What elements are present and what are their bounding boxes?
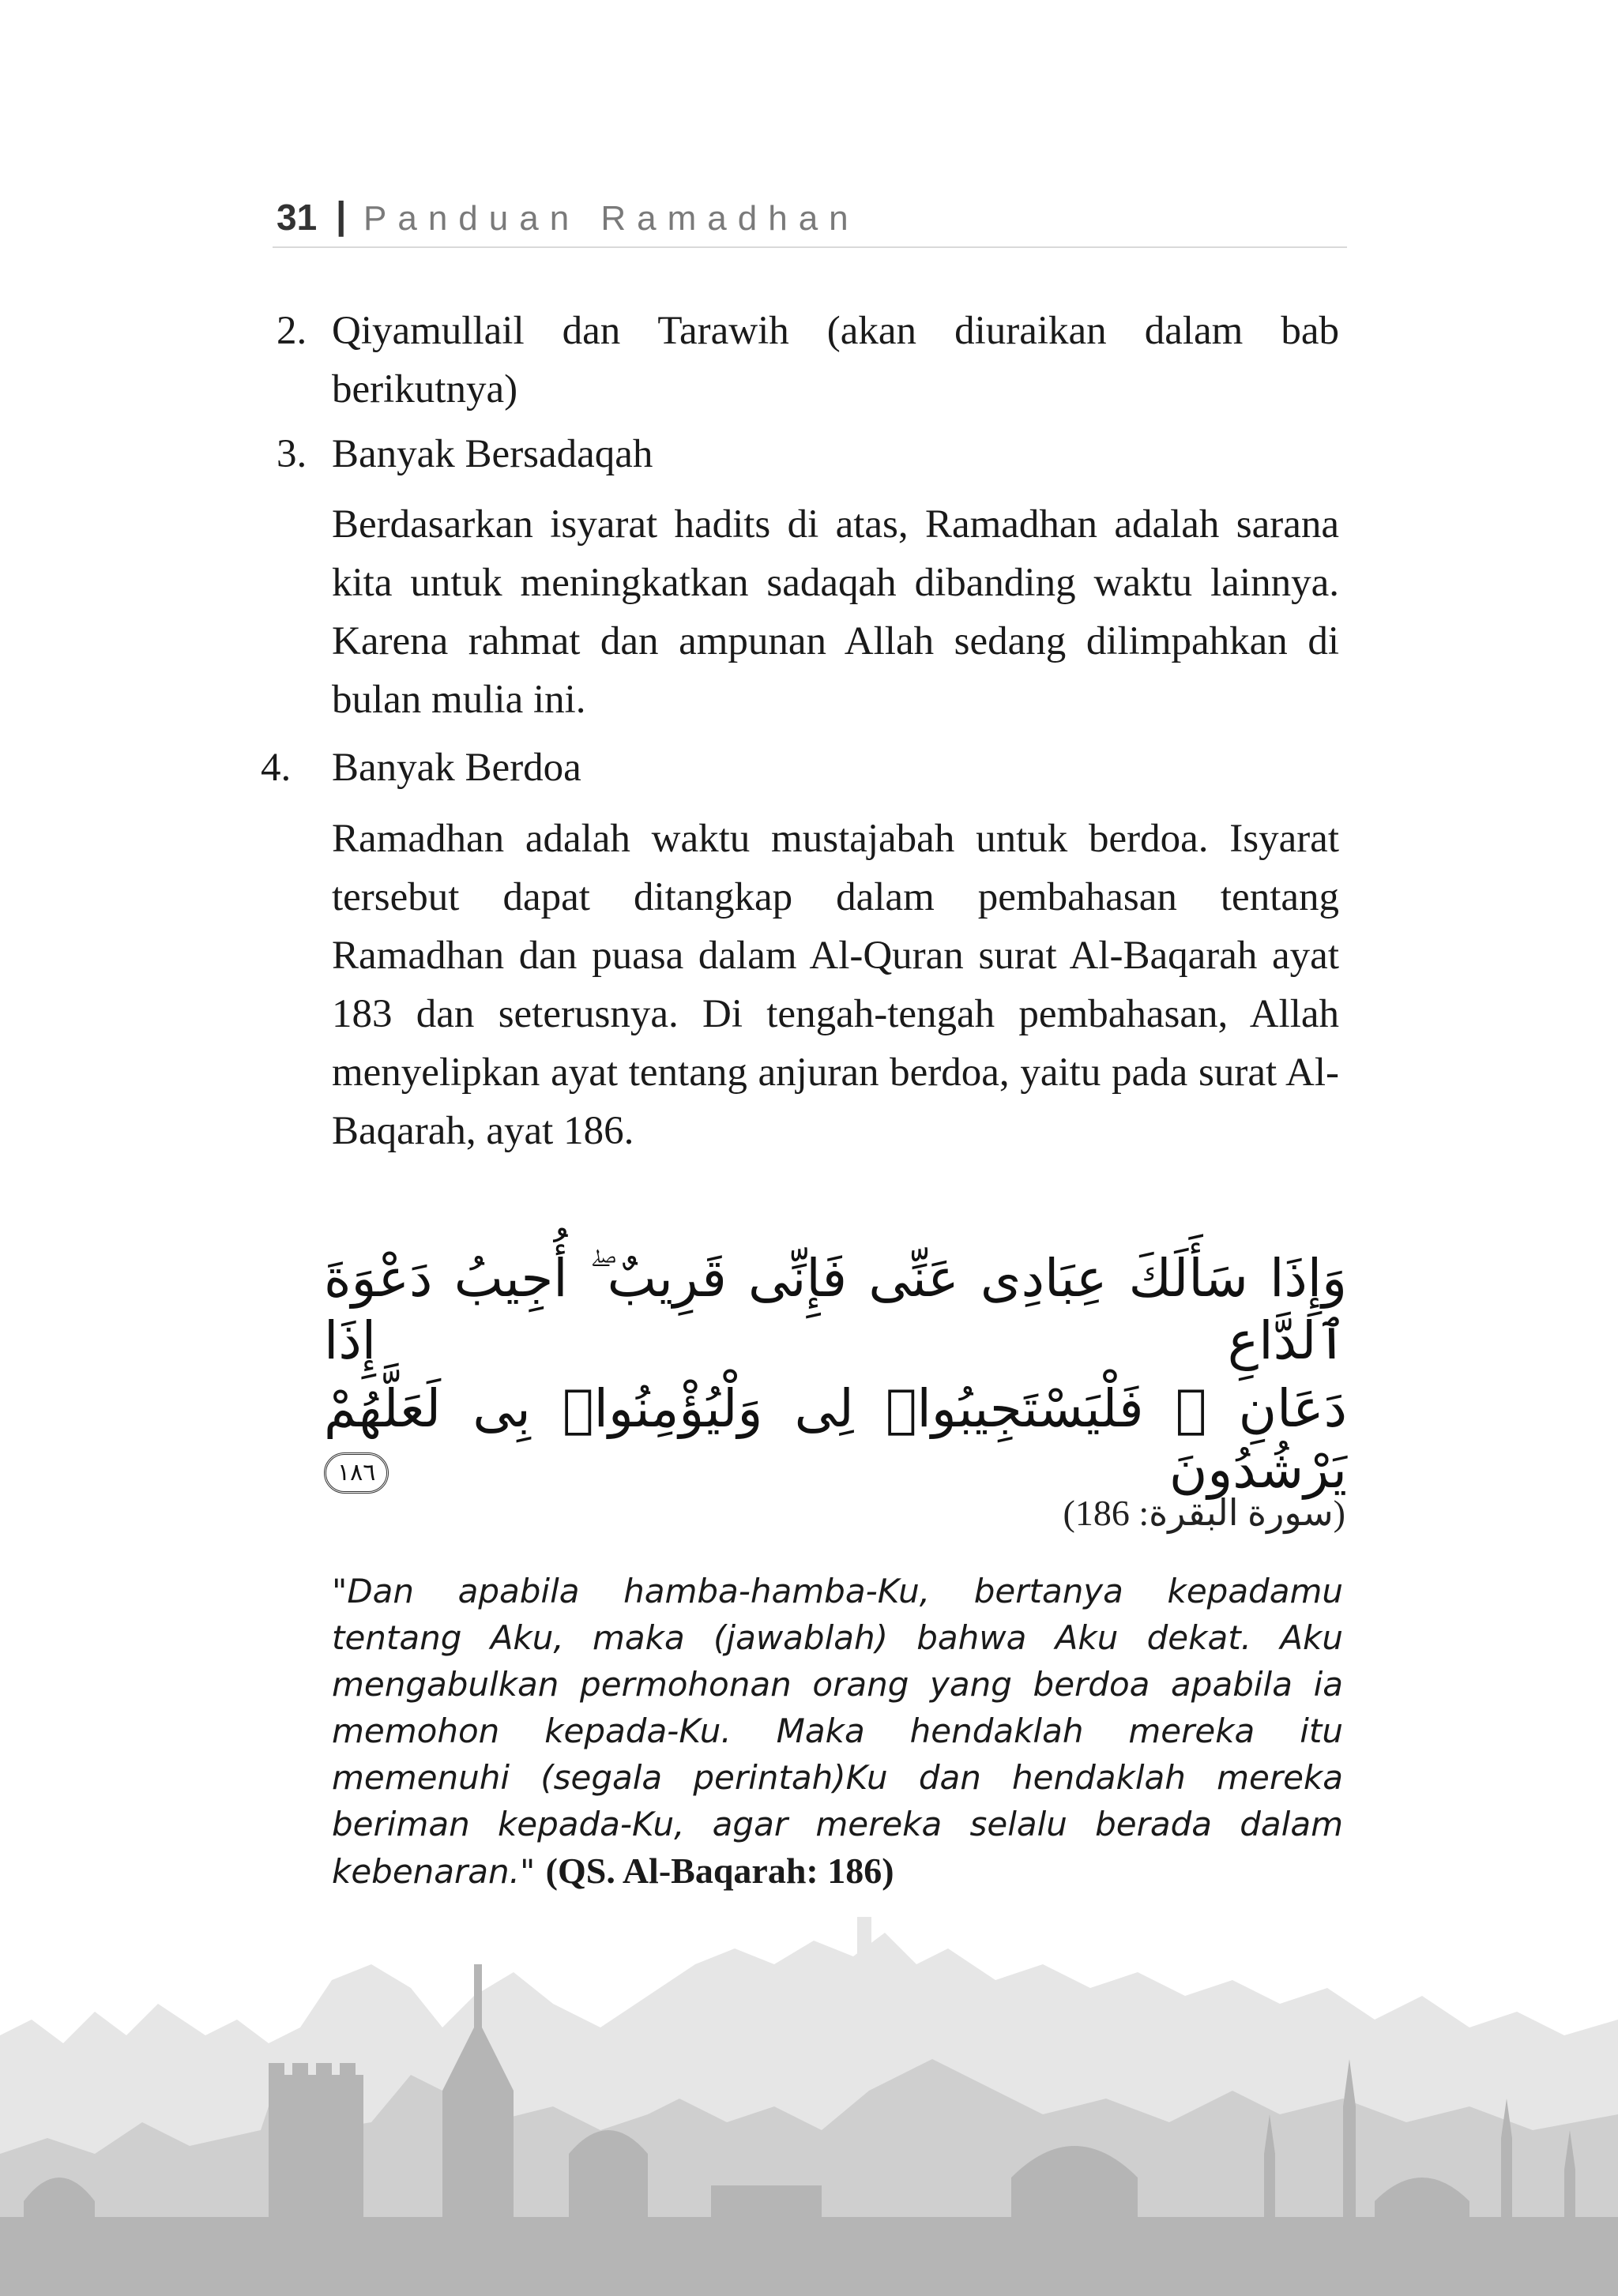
item-heading: Qiyamullail dan Tarawih (akan diuraikan dalam bab berikutnya) — [332, 309, 1339, 411]
item-body: Ramadhan adalah waktu mustajabah untuk berdoa. Isyarat tersebut dapat ditangkap dalam pembahasan tentang Ramadhan dan puasa dalam Al-Quran surat Al-Baqarah ayat 183 dan seterusnya. Di tengah-tengah pembahasan, Allah menyelipkan ayat tentang anjuran berdoa, yaitu pada surat Al-Baqarah, ayat 186. — [332, 817, 1339, 1153]
item-heading: Banyak Berdoa — [332, 746, 581, 790]
item-number: 4. — [261, 746, 292, 790]
surah-name: سورة البقرة: — [1138, 1493, 1334, 1533]
ayah-number-marker: ١٨٦ — [324, 1452, 389, 1494]
verse-line-1: وَإِذَا سَأَلَكَ عِبَادِى عَنِّى فَإِنِّى قَرِيبٌ ۖ أُجِيبُ دَعْوَةَ ٱلدَّاعِ إِذَا — [324, 1248, 1347, 1371]
header-separator: | — [336, 195, 347, 237]
surah-ayah: 186 — [1074, 1493, 1130, 1533]
book-title: Panduan Ramadhan — [363, 199, 860, 238]
item-body: Berdasarkan isyarat hadits di atas, Ramadhan adalah sarana kita untuk meningkatkan sadaqah dibanding waktu lainnya. Karena rahmat dan ampunan Allah sedang dilimpahkan di bulan mulia ini. — [332, 502, 1339, 722]
item-number: 3. — [277, 432, 307, 476]
skyline-illustration — [0, 1917, 1618, 2296]
page-header — [273, 190, 1347, 248]
translation-text: "Dan apabila hamba-hamba-Ku, bertanya kepadamu tentang Aku, maka (jawablah) bahwa Aku dekat. Aku mengabulkan permohonan orang yang berdoa apabila ia memohon kepada-Ku. Maka hendaklah mereka itu memenuhi (segala perintah)Ku dan hendaklah mereka beriman kepada-Ku, agar mereka selalu berada dalam kebenaran." — [332, 1572, 1343, 1891]
page-number: 31 — [277, 197, 318, 238]
translation-reference: (QS. Al-Baqarah: 186) — [545, 1851, 894, 1891]
surah-reference: (سورة البقرة: 186) — [1063, 1493, 1345, 1533]
verse-line-2-row — [324, 1378, 1347, 1500]
verse-line-2: دَعَانِ ۖ فَلْيَسْتَجِيبُوا۟ لِى وَلْيُؤْمِنُوا۟ بِى لَعَلَّهُمْ يَرْشُدُونَ — [324, 1378, 1347, 1500]
item-heading: Banyak Bersadaqah — [332, 432, 653, 476]
verse-translation — [332, 1568, 1343, 1895]
item-number: 2. — [277, 309, 307, 353]
